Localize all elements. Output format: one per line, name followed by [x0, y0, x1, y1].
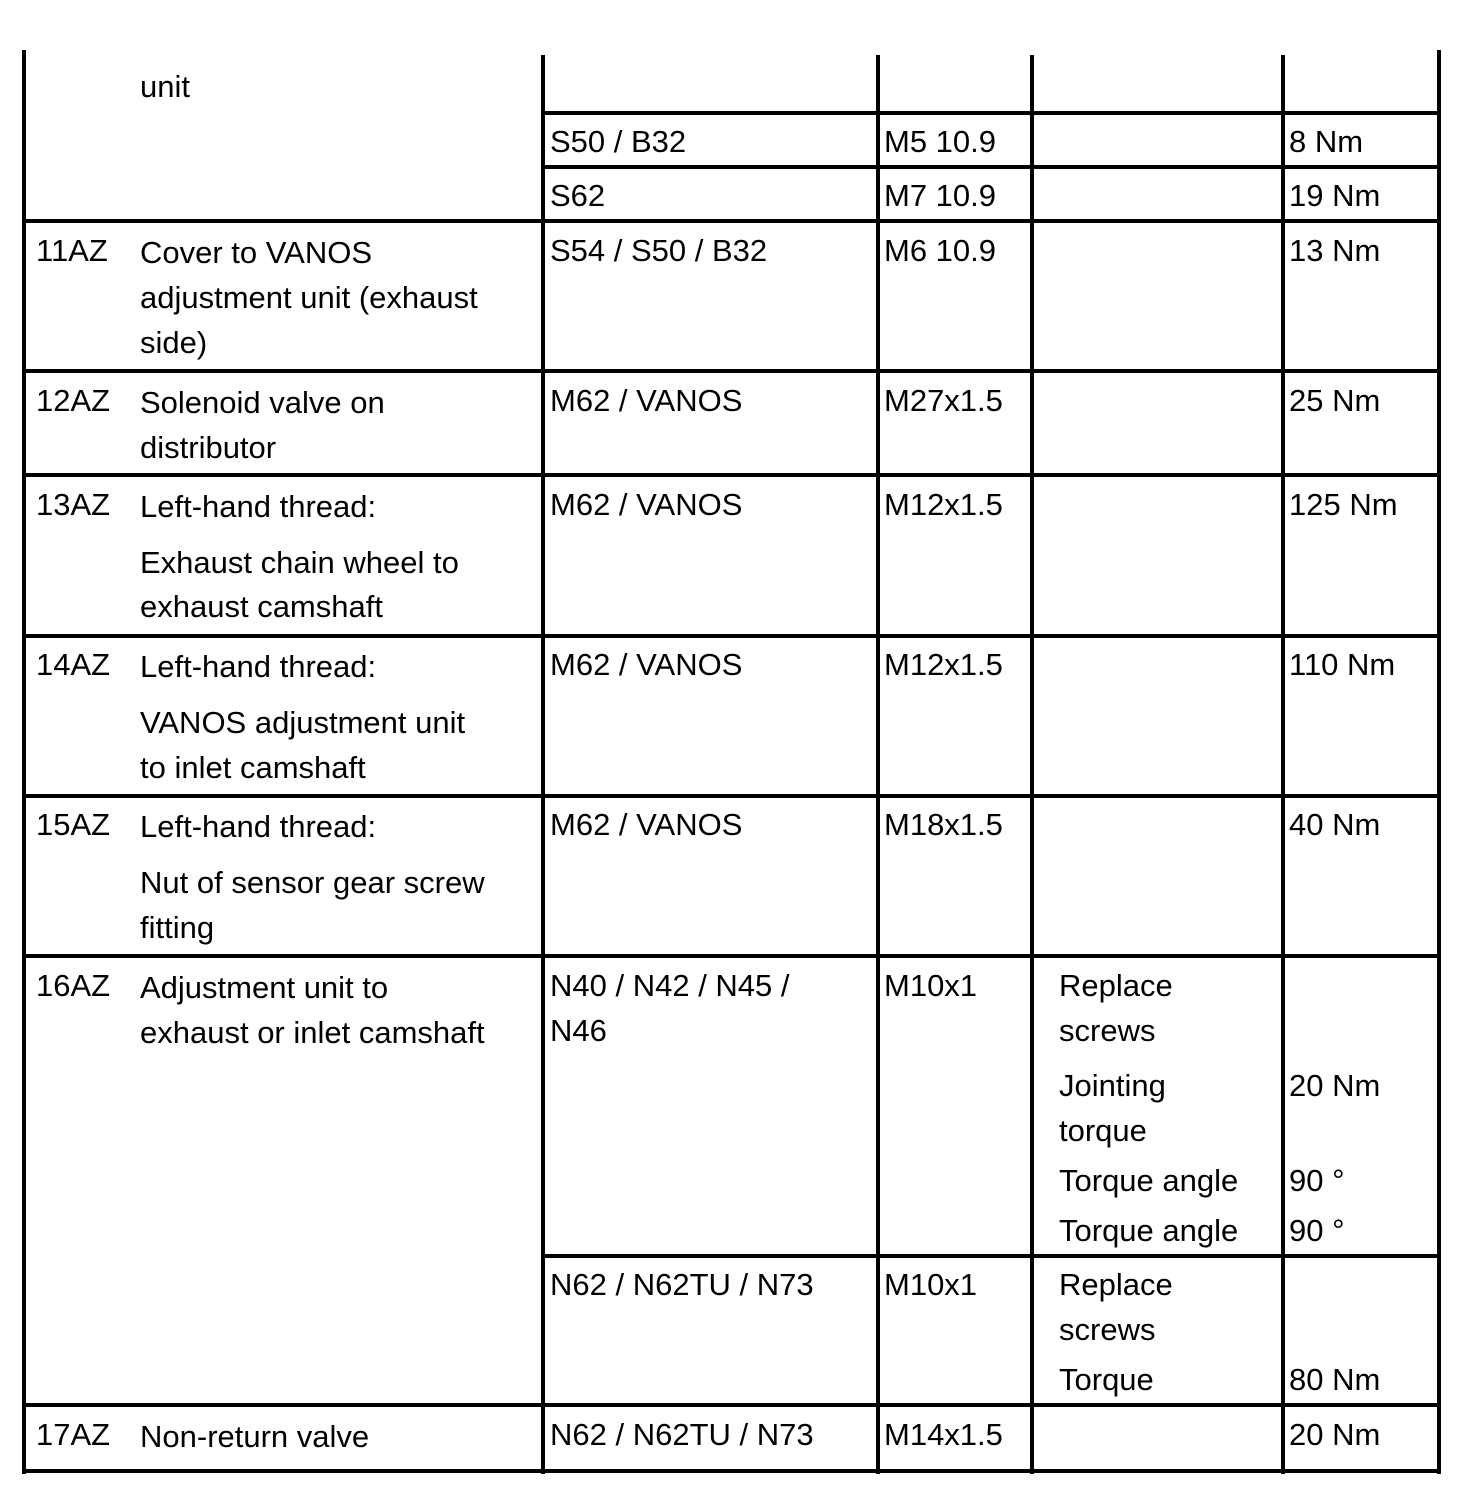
description-text: to inlet camshaft: [140, 750, 366, 785]
torque-cell: 13 Nm: [1289, 233, 1381, 268]
column-divider-notes: [1030, 55, 1034, 1474]
torque-cell: 8 Nm: [1289, 124, 1364, 159]
notes-cell: Jointing: [1059, 1068, 1166, 1103]
description-text: Solenoid valve on: [140, 385, 385, 420]
torque-cell: 80 Nm: [1289, 1362, 1381, 1397]
torque-cell: 90 °: [1289, 1163, 1345, 1198]
thread-cell: M12x1.5: [884, 487, 1003, 522]
row-divider: [22, 954, 1441, 958]
thread-cell: M10x1: [884, 1267, 978, 1302]
item-number: 15AZ: [36, 807, 111, 842]
thread-cell: M14x1.5: [884, 1417, 1003, 1452]
engine-cell: S54 / S50 / B32: [550, 233, 768, 268]
torque-cell: 20 Nm: [1289, 1417, 1381, 1452]
thread-cell: M12x1.5: [884, 647, 1003, 682]
item-number: 17AZ: [36, 1417, 111, 1452]
description-text: exhaust or inlet camshaft: [140, 1015, 485, 1050]
table-border-bottom: [22, 1469, 1441, 1473]
column-divider-thread: [876, 55, 880, 1474]
notes-cell: Replace: [1059, 1267, 1173, 1302]
torque-cell: 25 Nm: [1289, 383, 1381, 418]
description-text: Exhaust chain wheel to: [140, 545, 459, 580]
torque-cell: 19 Nm: [1289, 178, 1381, 213]
notes-cell: Replace: [1059, 968, 1173, 1003]
engine-cell: S50 / B32: [550, 124, 687, 159]
description-text: side): [140, 325, 208, 360]
description-text: Non-return valve: [140, 1419, 370, 1454]
thread-cell: M7 10.9: [884, 178, 997, 213]
notes-cell: screws: [1059, 1312, 1156, 1347]
description-text: Adjustment unit to: [140, 970, 389, 1005]
torque-cell: 110 Nm: [1289, 647, 1396, 682]
description-text: Cover to VANOS: [140, 235, 373, 270]
torque-cell: 125 Nm: [1289, 487, 1398, 522]
notes-cell: screws: [1059, 1013, 1156, 1048]
thread-cell: M27x1.5: [884, 383, 1003, 418]
item-number: 13AZ: [36, 487, 111, 522]
engine-cell: M62 / VANOS: [550, 487, 743, 522]
item-number: 12AZ: [36, 383, 111, 418]
thread-cell: M6 10.9: [884, 233, 997, 268]
column-divider-engine: [541, 55, 545, 1474]
item-number: 14AZ: [36, 647, 111, 682]
engine-cell: N46: [550, 1013, 607, 1048]
thread-cell: M10x1: [884, 968, 978, 1003]
engine-cell: M62 / VANOS: [550, 647, 743, 682]
description-text: Left-hand thread:: [140, 649, 377, 684]
item-number: 11AZ: [36, 233, 108, 268]
row-divider: [22, 634, 1441, 638]
description-text: fitting: [140, 910, 215, 945]
engine-cell: M62 / VANOS: [550, 807, 743, 842]
description-text: unit: [140, 69, 190, 104]
notes-cell: torque: [1059, 1113, 1147, 1148]
notes-cell: Torque: [1059, 1362, 1154, 1397]
row-divider: [22, 794, 1441, 798]
description-text: VANOS adjustment unit: [140, 705, 466, 740]
description-text: Left-hand thread:: [140, 489, 377, 524]
engine-cell: N62 / N62TU / N73: [550, 1267, 814, 1302]
description-text: adjustment unit (exhaust: [140, 280, 478, 315]
torque-cell: 90 °: [1289, 1213, 1345, 1248]
subrow-divider: [541, 165, 1441, 169]
torque-cell: 20 Nm: [1289, 1068, 1381, 1103]
thread-cell: M18x1.5: [884, 807, 1003, 842]
row-divider: [22, 369, 1441, 373]
row-divider: [22, 219, 1441, 223]
description-text: exhaust camshaft: [140, 589, 383, 624]
subrow-divider: [541, 111, 1441, 115]
item-number: 16AZ: [36, 968, 111, 1003]
description-text: Left-hand thread:: [140, 809, 377, 844]
engine-cell: N40 / N42 / N45 /: [550, 968, 790, 1003]
row-divider: [22, 1403, 1441, 1407]
notes-cell: Torque angle: [1059, 1213, 1239, 1248]
table-border-left: [22, 50, 26, 1474]
engine-cell: N62 / N62TU / N73: [550, 1417, 814, 1452]
description-text: distributor: [140, 430, 277, 465]
description-text: Nut of sensor gear screw: [140, 865, 485, 900]
notes-cell: Torque angle: [1059, 1163, 1239, 1198]
engine-cell: M62 / VANOS: [550, 383, 743, 418]
thread-cell: M5 10.9: [884, 124, 997, 159]
row-divider: [22, 473, 1441, 477]
torque-cell: 40 Nm: [1289, 807, 1381, 842]
table-border-right: [1437, 50, 1441, 1474]
engine-cell: S62: [550, 178, 606, 213]
subrow-divider: [541, 1254, 1441, 1258]
column-divider-torque: [1281, 55, 1285, 1474]
